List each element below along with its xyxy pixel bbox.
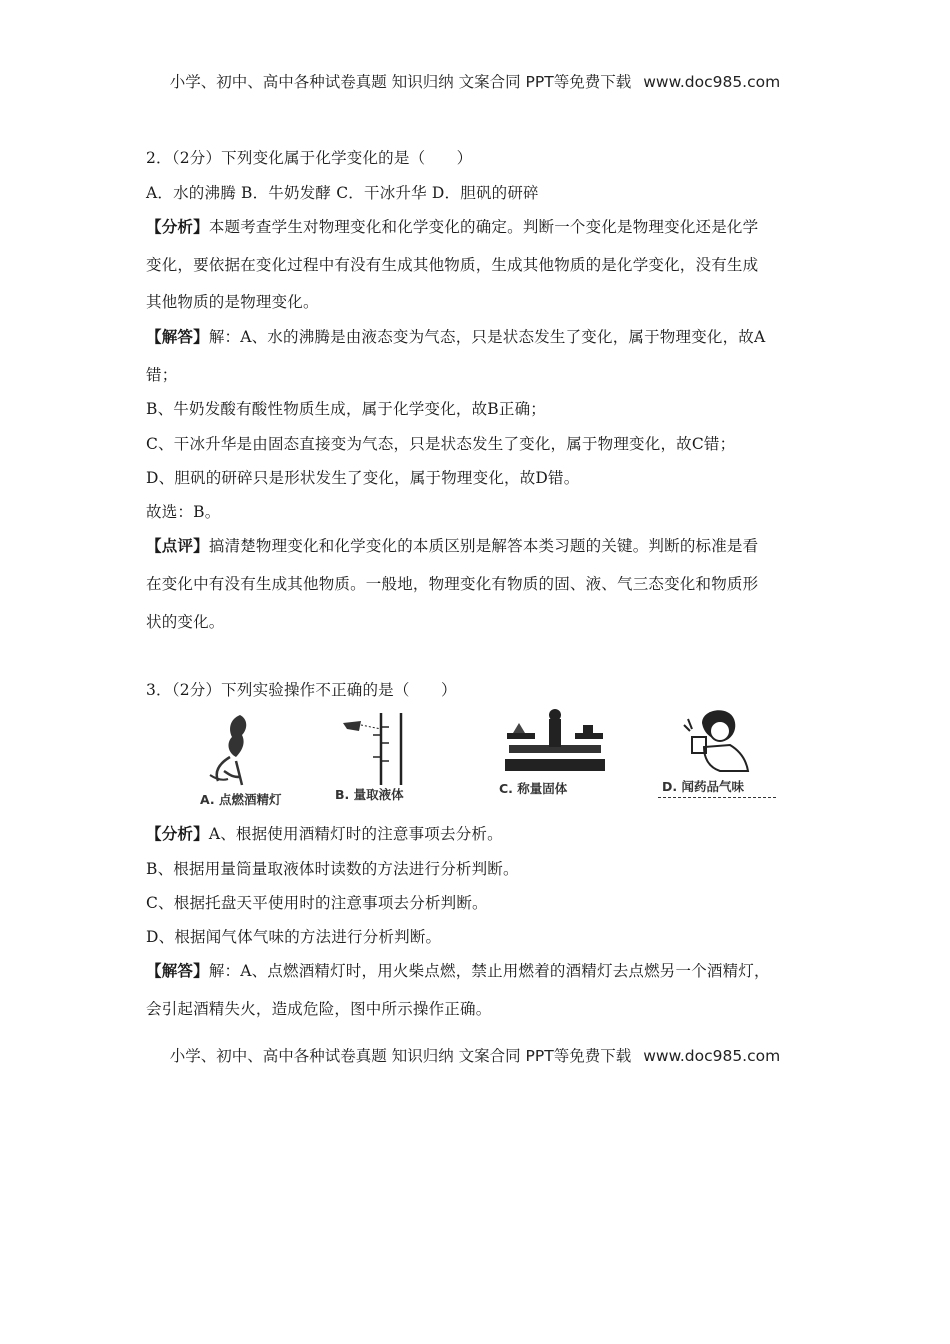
figure-b-cylinder [325, 705, 445, 805]
q2-analysis-line: 变化，要依据在变化过程中有没有生成其他物质，生成其他物质的是化学变化，没有生成 [146, 256, 759, 274]
q2-answer-line: D、胆矾的研碎只是形状发生了变化，属于物理变化，故D错。 [146, 469, 580, 487]
q3-analysis-line: 【分析】A、根据使用酒精灯时的注意事项去分析。 [146, 824, 503, 843]
figure-d-caption: D. 闻药品气味 [662, 779, 744, 794]
q2-answer-line: C、干冰升华是由固态直接变为气态，只是状态发生了变化，属于物理变化，故C错； [146, 435, 736, 453]
answer-tag: 【解答】 [146, 327, 209, 346]
figure-a-caption: A. 点燃酒精灯 [200, 792, 282, 807]
q2-analysis-line: 其他物质的是物理变化。 [146, 293, 319, 311]
figure-c-caption: C. 称量固体 [499, 781, 568, 796]
graduated-cylinder-icon [325, 705, 445, 790]
q3-stem: 3．（2分）下列实验操作不正确的是（ ） [146, 681, 457, 699]
q3-analysis-line: C、根据托盘天平使用时的注意事项去分析判断。 [146, 894, 488, 912]
analysis-tag: 【分析】 [146, 824, 209, 843]
figure-c-balance [495, 705, 615, 805]
header-url[interactable]: www.doc985.com [643, 73, 781, 91]
answer-tag: 【解答】 [146, 961, 209, 980]
figure-b-caption: B. 量取液体 [335, 787, 404, 802]
balance-icon [495, 705, 615, 780]
figure-a-alcohol-lamp [170, 705, 290, 805]
q2-comment-line: 【点评】搞清楚物理变化和化学变化的本质区别是解答本类习题的关键。判断的标准是看 [146, 536, 759, 555]
q2-answer-line: 故选：B。 [146, 503, 221, 521]
q2-answer-line: 【解答】解：A、水的沸腾是由液态变为气态，只是状态发生了变化，属于物理变化，故A [146, 327, 766, 346]
q3-analysis-line: B、根据用量筒量取液体时读数的方法进行分析判断。 [146, 860, 519, 878]
footer-text: 小学、初中、高中各种试卷真题 知识归纳 文案合同 PPT等免费下载 [169, 1047, 632, 1065]
analysis-tag: 【分析】 [146, 217, 209, 236]
q3-analysis-line: D、根据闻气体气味的方法进行分析判断。 [146, 928, 442, 946]
person-smelling-icon [658, 705, 780, 777]
q2-answer-line: 错； [146, 366, 178, 384]
figure-d-smelling [658, 705, 780, 805]
q3-answer-line: 【解答】解：A、点燃酒精灯时，用火柴点燃，禁止用燃着的酒精灯去点燃另一个酒精灯， [146, 961, 770, 980]
comment-tag: 【点评】 [146, 536, 209, 555]
q3-figure [140, 705, 780, 810]
q2-comment-line: 状的变化。 [146, 613, 225, 631]
page-footer [0, 1044, 950, 1066]
footer-url[interactable]: www.doc985.com [643, 1047, 781, 1065]
q2-stem: 2．（2分）下列变化属于化学变化的是（ ） [146, 149, 473, 167]
q3-answer-line: 会引起酒精失火，造成危险，图中所示操作正确。 [146, 1000, 492, 1018]
q2-options: A．水的沸腾 B．牛奶发酵 C．干冰升华 D．胆矾的研碎 [146, 184, 539, 202]
header-text: 小学、初中、高中各种试卷真题 知识归纳 文案合同 PPT等免费下载 [169, 73, 632, 91]
figure-d-underline [658, 797, 776, 798]
page-header [0, 70, 950, 92]
q2-analysis-line: 【分析】本题考查学生对物理变化和化学变化的确定。判断一个变化是物理变化还是化学 [146, 217, 759, 236]
q2-comment-line: 在变化中有没有生成其他物质。一般地，物理变化有物质的固、液、气三态变化和物质形 [146, 575, 759, 593]
alcohol-lamp-icon [170, 705, 290, 790]
q2-answer-line: B、牛奶发酸有酸性物质生成，属于化学变化，故B正确； [146, 400, 546, 418]
